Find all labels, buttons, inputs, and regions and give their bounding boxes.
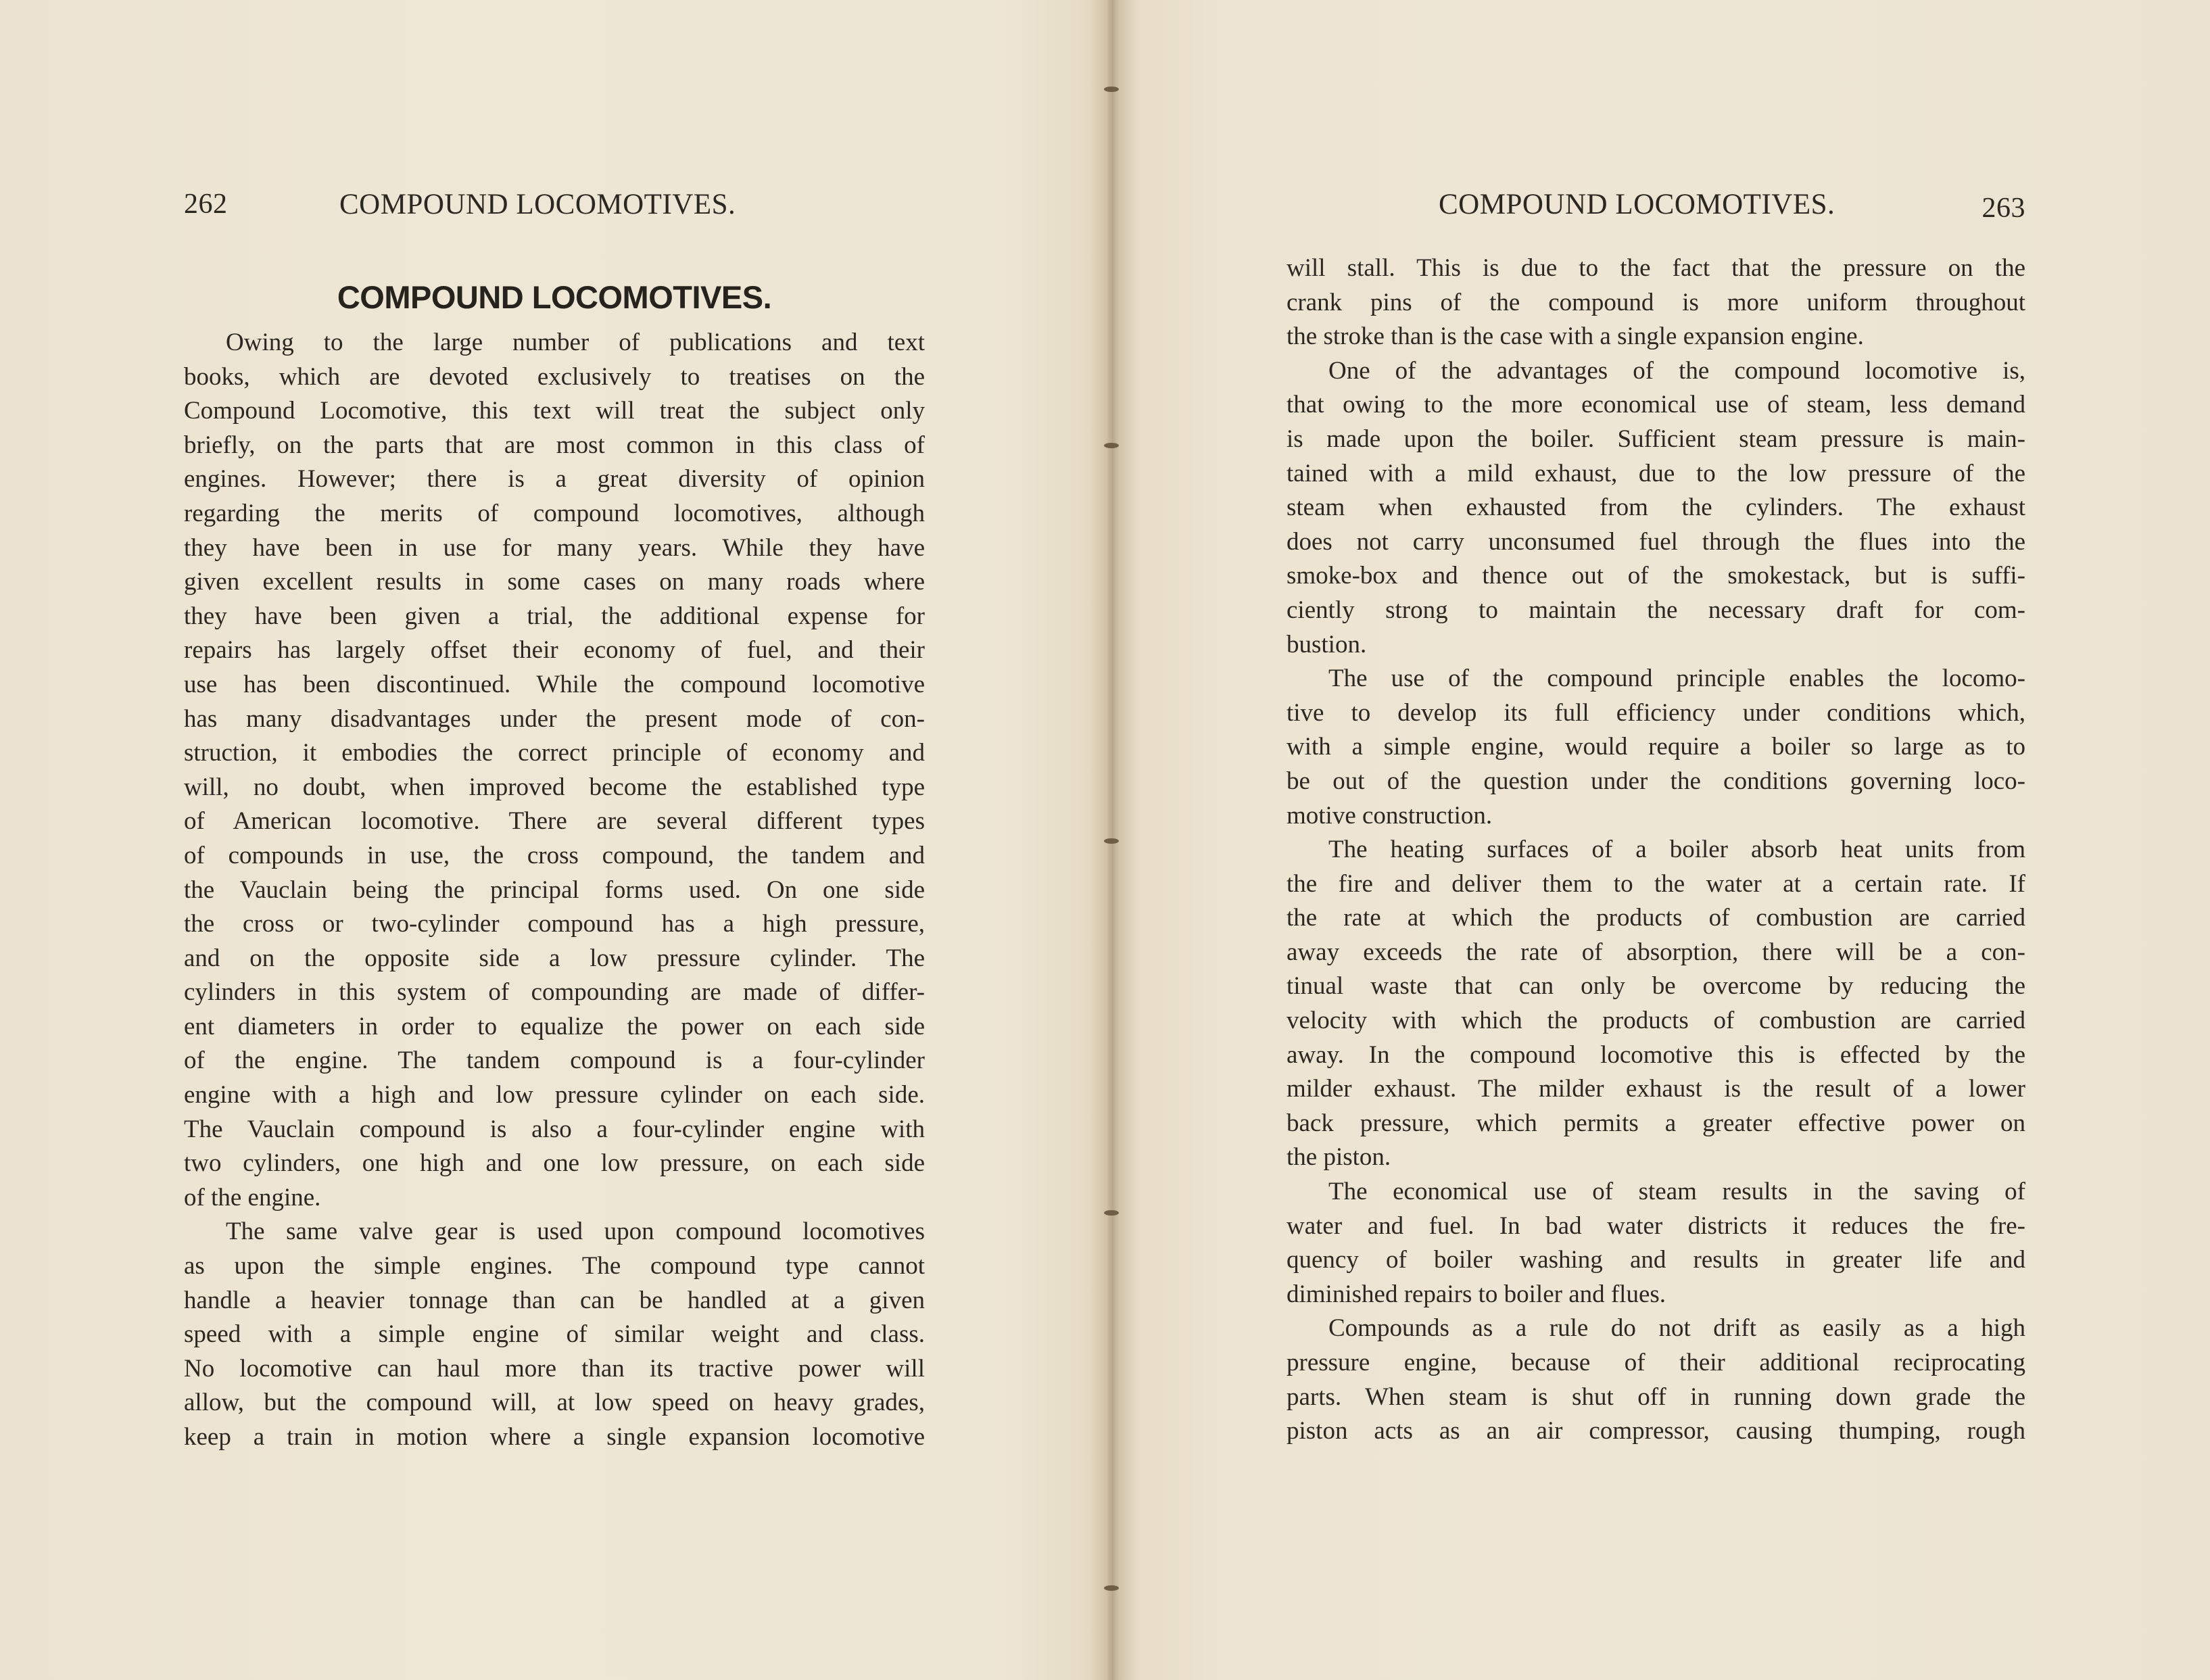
text-line: tive to develop its full efficiency under conditions which,: [1287, 698, 2025, 727]
text-line: One of the advantages of the compound locomotive is,: [1328, 356, 2025, 385]
right-page: [1287, 0, 2025, 1680]
text-line: piston acts as an air compressor, causing thumping, rough: [1287, 1417, 2025, 1445]
text-line: given excellent results in some cases on many roads where: [184, 568, 925, 596]
text-line: ciently strong to maintain the necessary draft for com-: [1287, 596, 2025, 624]
text-line: has many disadvantages under the present mode of con-: [184, 704, 925, 733]
text-line: Owing to the large number of publications and text: [226, 329, 925, 356]
running-head: [184, 188, 925, 222]
text-line: steam when exhausted from the cylinders. The exhaust: [1287, 494, 2025, 522]
text-line: handle a heavier tonnage than can be handled at a given: [184, 1286, 925, 1314]
text-line: does not carry unconsumed fuel through the flues into the: [1287, 527, 2025, 556]
left-page: [184, 0, 925, 1680]
text-line: away. In the compound locomotive this is effected by the: [1287, 1040, 2025, 1069]
text-line: parts. When steam is shut off in running down grade the: [1287, 1383, 2025, 1411]
text-line: cylinders in this system of compounding are made of differ-: [184, 978, 925, 1007]
text-line: and on the opposite side a low pressure cylinder. The: [184, 944, 925, 972]
text-line: tinual waste that can only be overcome by reducing the: [1287, 972, 2025, 1001]
text-line: the rate at which the products of combustion are carried: [1287, 904, 2025, 932]
paragraph: [184, 1215, 925, 1454]
running-head: [1287, 188, 2025, 222]
page-number: 263: [1981, 193, 2025, 224]
text-line: of American locomotive. There are several different types: [184, 807, 925, 836]
paragraph: [184, 326, 925, 1215]
text-line: The same valve gear is used upon compound locomotives: [226, 1218, 925, 1246]
text-line: pressure engine, because of their additional reciprocating: [1287, 1349, 2025, 1376]
text-line: diminished repairs to boiler and flues.: [1287, 1280, 1666, 1308]
text-line: tained with a mild exhaust, due to the low pressure of the: [1287, 459, 2025, 487]
text-line: struction, it embodies the correct principle of economy and: [184, 739, 925, 767]
running-head-title: COMPOUND LOCOMOTIVES.: [1439, 189, 1835, 220]
text-line: Compound Locomotive, this text will treat the subject only: [184, 397, 925, 425]
binding-stitch: [1104, 87, 1119, 92]
text-line: back pressure, which permits a greater effective power on: [1287, 1109, 2025, 1137]
text-line: engines. However; there is a great diversity of opinion: [184, 465, 925, 494]
text-line: bustion.: [1287, 630, 1367, 658]
text-line: The use of the compound principle enables the locomo-: [1328, 665, 2025, 693]
text-line: The heating surfaces of a boiler absorb heat units from: [1328, 836, 2025, 864]
text-line: with a simple engine, would require a boiler so large as to: [1287, 733, 2025, 761]
paragraph: [1287, 354, 2025, 662]
running-head-title: COMPOUND LOCOMOTIVES.: [339, 189, 736, 220]
text-line: two cylinders, one high and one low pressure, on each side: [184, 1149, 925, 1178]
text-line: will stall. This is due to the fact that the pressure on the: [1287, 254, 2025, 282]
text-line: repairs has largely offset their economy of fuel, and their: [184, 636, 925, 665]
text-line: motive construction.: [1287, 801, 1493, 830]
paragraph: [1287, 1175, 2025, 1312]
text-line: of the engine.: [184, 1183, 321, 1211]
text-line: the Vauclain being the principal forms used. On one side: [184, 875, 925, 904]
binding-stitch: [1104, 1585, 1119, 1591]
text-line: of compounds in use, the cross compound, the tandem and: [184, 841, 925, 869]
text-line: briefly, on the parts that are most common in this class of: [184, 431, 925, 459]
chapter-title: COMPOUND LOCOMOTIVES.: [337, 279, 772, 315]
text-line: keep a train in motion where a single expansion locomotive: [184, 1423, 925, 1451]
text-line: crank pins of the compound is more uniform throughout: [1287, 288, 2025, 316]
text-line: the fire and deliver them to the water at a certain rate. If: [1287, 869, 2025, 898]
text-line: ent diameters in order to equalize the power on each side: [184, 1012, 925, 1040]
page-number: 262: [184, 189, 228, 220]
text-line: will, no doubt, when improved become the established type: [184, 773, 925, 801]
text-line: engine with a high and low pressure cylinder on each side.: [184, 1081, 925, 1109]
text-line: the cross or two-cylinder compound has a high pressure,: [184, 910, 925, 938]
text-line: be out of the question under the conditions governing loco-: [1287, 767, 2025, 795]
paragraph: [1287, 1312, 2025, 1448]
paragraph: [1287, 833, 2025, 1175]
body-text: [1287, 251, 2025, 1449]
body-text: [184, 326, 925, 1455]
paragraph: [1287, 251, 2025, 354]
text-line: that owing to the more economical use of steam, less demand: [1287, 391, 2025, 419]
text-line: books, which are devoted exclusively to treatises on the: [184, 362, 925, 391]
text-line: The economical use of steam results in the saving of: [1328, 1178, 2025, 1206]
text-line: milder exhaust. The milder exhaust is the result of a lower: [1287, 1075, 2025, 1103]
text-line: away exceeds the rate of absorption, there will be a con-: [1287, 938, 2025, 966]
text-line: the stroke than is the case with a single expansion engine.: [1287, 322, 1864, 351]
text-line: water and fuel. In bad water districts it reduces the fre-: [1287, 1211, 2025, 1240]
text-line: is made upon the boiler. Sufficient steam pressure is main-: [1287, 425, 2025, 453]
binding-stitch: [1104, 1210, 1119, 1216]
binding-stitch: [1104, 838, 1119, 844]
text-line: as upon the simple engines. The compound type cannot: [184, 1252, 925, 1280]
text-line: they have been given a trial, the additional expense for: [184, 602, 925, 630]
text-line: quency of boiler washing and results in greater life and: [1287, 1246, 2025, 1274]
text-line: use has been discontinued. While the compound locomotive: [184, 670, 925, 698]
text-line: smoke-box and thence out of the smokestack, but is suffi-: [1287, 562, 2025, 590]
text-line: the piston.: [1287, 1143, 1391, 1172]
text-line: The Vauclain compound is also a four-cylinder engine with: [184, 1115, 925, 1143]
paragraph: [1287, 662, 2025, 833]
text-line: regarding the merits of compound locomotives, although: [184, 499, 925, 527]
text-line: No locomotive can haul more than its tractive power will: [184, 1354, 925, 1383]
text-line: velocity with which the products of combustion are carried: [1287, 1007, 2025, 1035]
text-line: Compounds as a rule do not drift as easily as a high: [1328, 1314, 2025, 1343]
text-line: they have been in use for many years. While they have: [184, 533, 925, 562]
text-line: allow, but the compound will, at low speed on heavy grades,: [184, 1389, 925, 1417]
binding-stitch: [1104, 443, 1119, 448]
text-line: of the engine. The tandem compound is a four-cylinder: [184, 1047, 925, 1075]
text-line: speed with a simple engine of similar weight and class.: [184, 1320, 925, 1349]
